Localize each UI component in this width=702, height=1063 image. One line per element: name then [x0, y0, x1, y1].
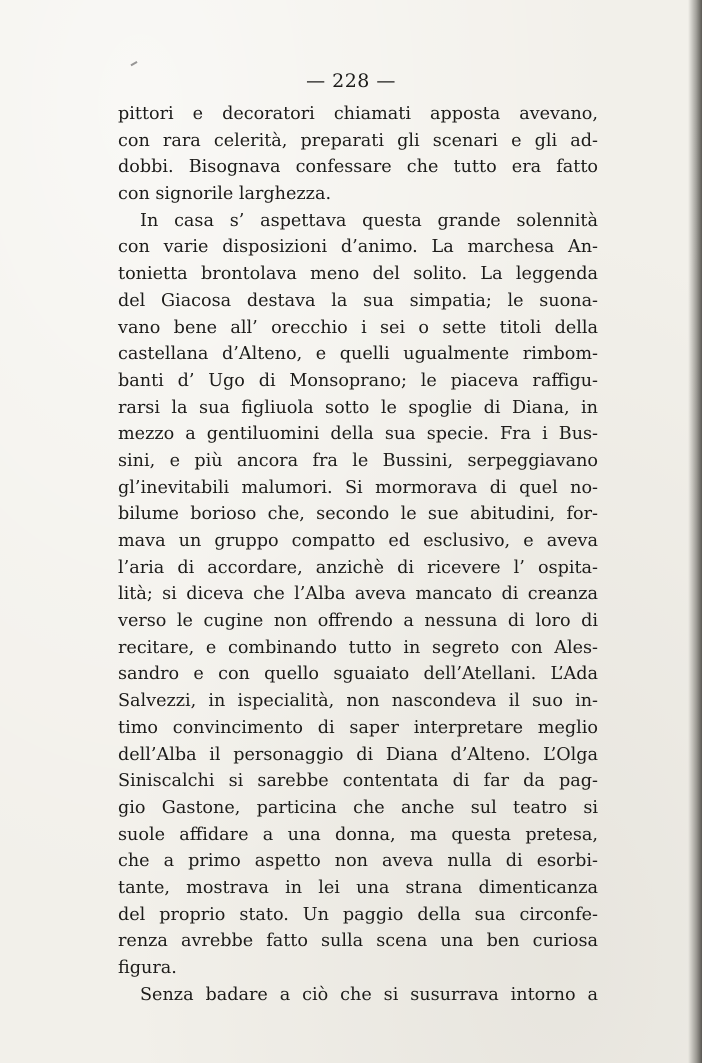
- body-text: [118, 101, 598, 1008]
- text-line: dell’Alba il personaggio di Diana d’Alteno. L’Olga: [118, 744, 598, 765]
- text-line: mava un gruppo compatto ed esclusivo, e aveva: [118, 531, 598, 551]
- text-line: Siniscalchi si sarebbe contentata di far da pag-: [118, 771, 598, 792]
- text-line: sini, e più ancora fra le Bussini, serpeggiavano: [118, 450, 598, 471]
- text-line: rarsi la sua figliuola sotto le spoglie di Diana, in: [118, 397, 598, 418]
- text-line: verso le cugine non offrendo a nessuna di loro di: [118, 611, 598, 632]
- text-line: mezzo a gentiluomini della sua specie. Fra i Bus-: [118, 424, 598, 445]
- text-line: pittori e decoratori chiamati apposta avevano,: [118, 104, 598, 124]
- page-number: — 228 —: [306, 70, 396, 92]
- text-line: sandro e con quello sguaiato dell’Atellani. L’Ada: [118, 664, 598, 685]
- text-line: banti d’ Ugo di Monsoprano; le piaceva raffigu-: [118, 370, 598, 391]
- text-line: In casa s’ aspettava questa grande solennità: [140, 210, 598, 231]
- text-line: timo convincimento di saper interpretare meglio: [118, 717, 598, 738]
- text-line: del Giacosa destava la sua simpatia; le suona-: [118, 290, 598, 311]
- text-line: renza avrebbe fatto sulla scena una ben curiosa: [118, 931, 598, 952]
- text-line: vano bene all’ orecchio i sei o sette titoli della: [118, 317, 598, 338]
- text-line: lità; si diceva che l’Alba aveva mancato di creanza: [118, 584, 598, 605]
- text-line: suole affidare a una donna, ma questa pretesa,: [118, 824, 598, 845]
- page-edge-shadow: [688, 0, 702, 1063]
- text-line: tonietta brontolava meno del solito. La leggenda: [118, 264, 598, 285]
- text-line: con varie disposizioni d’animo. La marchesa An-: [118, 237, 598, 258]
- text-line: recitare, e combinando tutto in segreto con Ales-: [118, 637, 598, 658]
- text-line: gl’inevitabili malumori. Si mormorava di quel no-: [118, 477, 598, 498]
- text-line: che a primo aspetto non aveva nulla di esorbi-: [118, 851, 598, 872]
- text-line: figura.: [118, 958, 177, 978]
- text-line: Senza badare a ciò che si susurrava intorno a: [140, 984, 598, 1005]
- text-line: Salvezzi, in ispecialità, non nascondeva il suo in-: [118, 691, 598, 712]
- text-line: del proprio stato. Un paggio della sua circonfe-: [118, 904, 598, 925]
- text-line: l’aria di accordare, anzichè di ricevere l’ ospita-: [118, 557, 598, 578]
- text-line: tante, mostrava in lei una strana dimenticanza: [118, 877, 598, 898]
- text-line: dobbi. Bisognava confessare che tutto era fatto: [118, 157, 598, 178]
- text-line: con signorile larghezza.: [118, 184, 332, 205]
- text-line: castellana d’Alteno, e quelli ugualmente rimbom-: [118, 344, 598, 365]
- text-line: con rara celerità, preparati gli scenari e gli ad-: [118, 130, 598, 151]
- text-line: bilume borioso che, secondo le sue abitudini, for-: [118, 504, 598, 525]
- text-line: gio Gastone, particina che anche sul teatro si: [118, 797, 598, 818]
